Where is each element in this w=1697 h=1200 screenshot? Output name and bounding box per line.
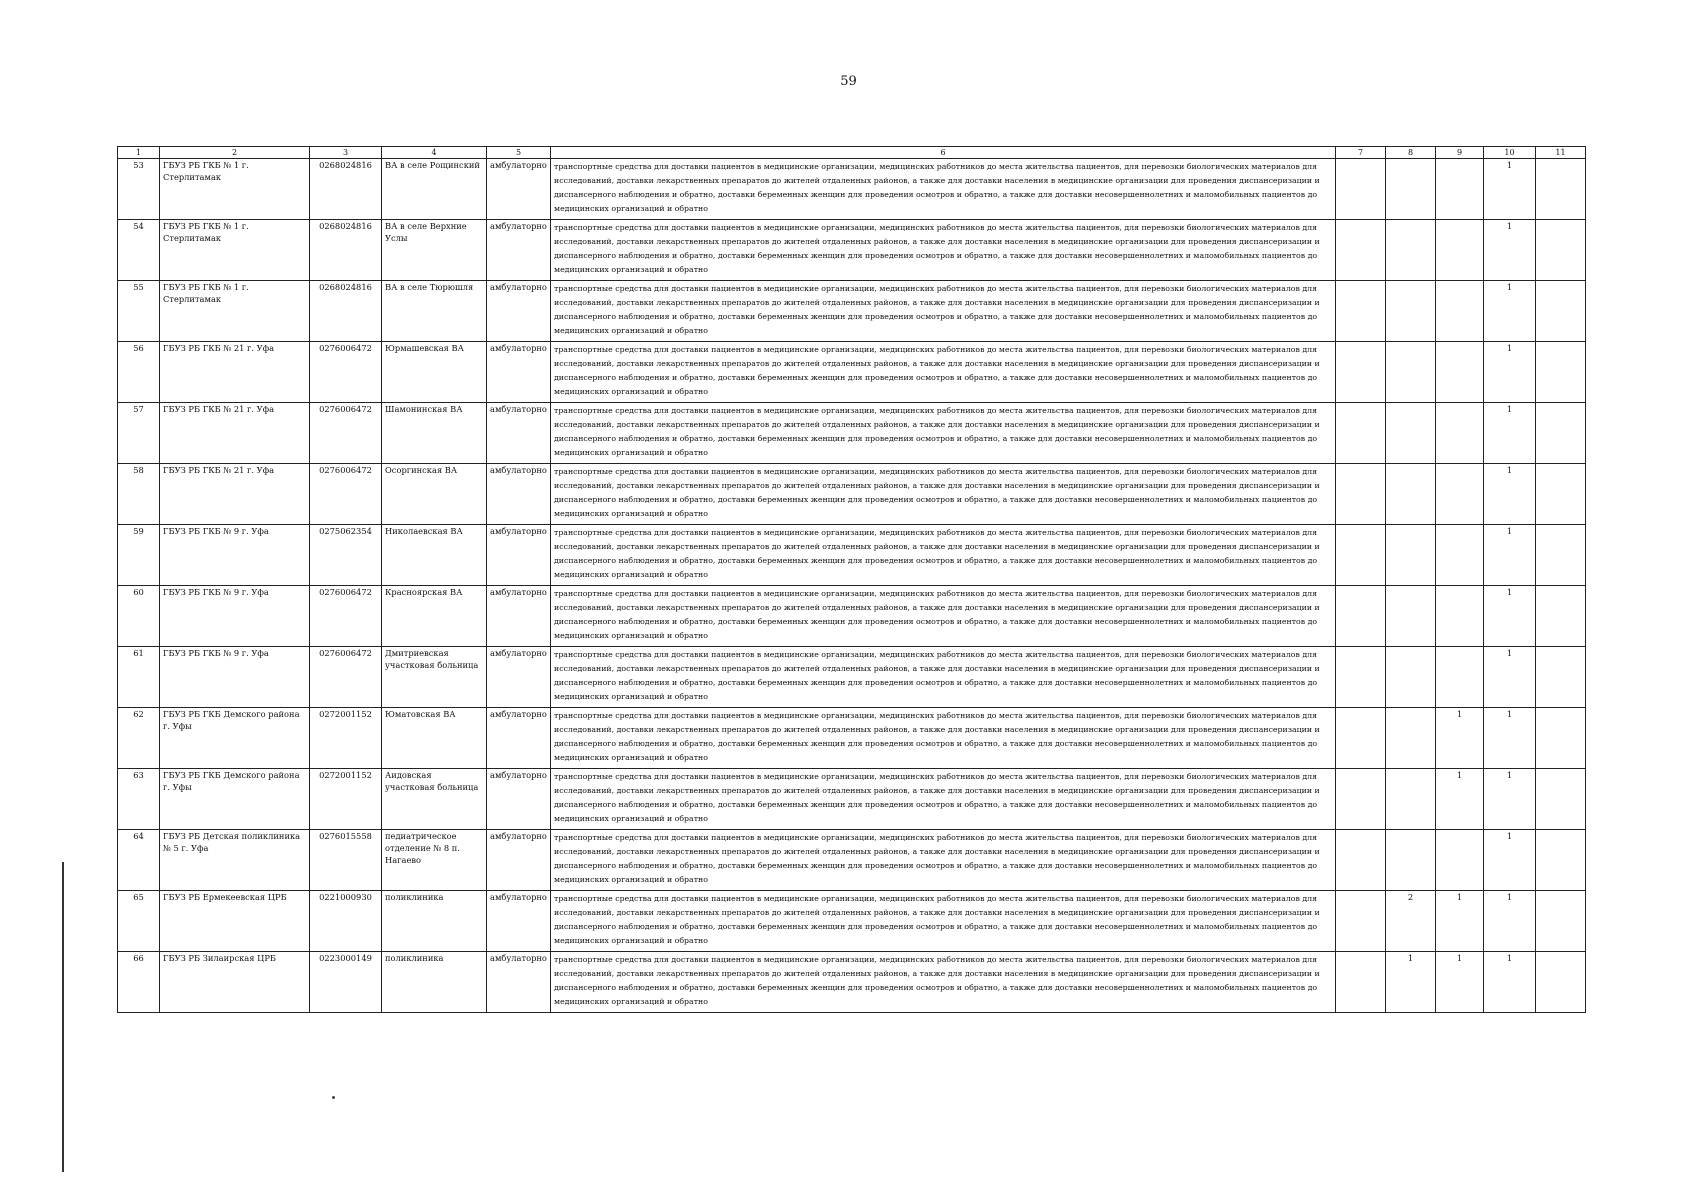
count-col-9 bbox=[1436, 403, 1484, 464]
col-header: 2 bbox=[160, 147, 310, 159]
table-row bbox=[118, 647, 1586, 708]
registry-table bbox=[117, 146, 1586, 1013]
transport-purpose: транспортные средства для доставки пациентов в медицинские организации, медицинских работников до места жительства пациентов, для перевозки биологических материалов для исследований, доставки лекарственных препаратов до жителей отдаленных районов, а также для доставки населения в медицинские организации для проведения диспансеризации и диспансерного наблюдения и обратно, доставки беременных женщин для проведения осмотров и обратно, а также для доставки несовершеннолетних и маломобильных пациентов до медицинских организаций и обратно bbox=[551, 342, 1336, 403]
subdivision-name: Аидовская участковая больница bbox=[382, 769, 487, 830]
care-type: амбулаторно bbox=[487, 525, 551, 586]
subdivision-name: Юрмашевская ВА bbox=[382, 342, 487, 403]
subdivision-name: ВА в селе Рощинский bbox=[382, 159, 487, 220]
count-col-11 bbox=[1536, 830, 1586, 891]
count-col-11 bbox=[1536, 464, 1586, 525]
count-col-7 bbox=[1336, 647, 1386, 708]
inn-code: 0276006472 bbox=[310, 464, 382, 525]
transport-purpose: транспортные средства для доставки пациентов в медицинские организации, медицинских работников до места жительства пациентов, для перевозки биологических материалов для исследований, доставки лекарственных препаратов до жителей отдаленных районов, а также для доставки населения в медицинские организации для проведения диспансеризации и диспансерного наблюдения и обратно, доставки беременных женщин для проведения осмотров и обратно, а также для доставки несовершеннолетних и маломобильных пациентов до медицинских организаций и обратно bbox=[551, 403, 1336, 464]
count-col-11 bbox=[1536, 525, 1586, 586]
col-header: 6 bbox=[551, 147, 1336, 159]
transport-purpose: транспортные средства для доставки пациентов в медицинские организации, медицинских работников до места жительства пациентов, для перевозки биологических материалов для исследований, доставки лекарственных препаратов до жителей отдаленных районов, а также для доставки населения в медицинские организации для проведения диспансеризации и диспансерного наблюдения и обратно, доставки беременных женщин для проведения осмотров и обратно, а также для доставки несовершеннолетних и маломобильных пациентов до медицинских организаций и обратно bbox=[551, 464, 1336, 525]
count-col-10: 1 bbox=[1484, 220, 1536, 281]
col-header: 10 bbox=[1484, 147, 1536, 159]
row-number: 59 bbox=[118, 525, 160, 586]
count-col-10: 1 bbox=[1484, 403, 1536, 464]
organization-name: ГБУЗ РБ Зилаирская ЦРБ bbox=[160, 952, 310, 1013]
subdivision-name: поликлиника bbox=[382, 952, 487, 1013]
table-row bbox=[118, 586, 1586, 647]
row-number: 58 bbox=[118, 464, 160, 525]
row-number: 60 bbox=[118, 586, 160, 647]
subdivision-name: Николаевская ВА bbox=[382, 525, 487, 586]
inn-code: 0223000149 bbox=[310, 952, 382, 1013]
count-col-9 bbox=[1436, 159, 1484, 220]
inn-code: 0275062354 bbox=[310, 525, 382, 586]
subdivision-name: Юматовская ВА bbox=[382, 708, 487, 769]
table-row bbox=[118, 220, 1586, 281]
inn-code: 0276006472 bbox=[310, 403, 382, 464]
care-type: амбулаторно bbox=[487, 403, 551, 464]
count-col-11 bbox=[1536, 769, 1586, 830]
care-type: амбулаторно bbox=[487, 769, 551, 830]
inn-code: 0272001152 bbox=[310, 769, 382, 830]
count-col-10: 1 bbox=[1484, 586, 1536, 647]
table-row bbox=[118, 708, 1586, 769]
count-col-11 bbox=[1536, 708, 1586, 769]
count-col-8: 2 bbox=[1386, 891, 1436, 952]
page-number: 59 bbox=[840, 74, 857, 89]
care-type: амбулаторно bbox=[487, 891, 551, 952]
count-col-7 bbox=[1336, 464, 1386, 525]
count-col-9: 1 bbox=[1436, 708, 1484, 769]
care-type: амбулаторно bbox=[487, 952, 551, 1013]
col-header: 4 bbox=[382, 147, 487, 159]
care-type: амбулаторно bbox=[487, 708, 551, 769]
transport-purpose: транспортные средства для доставки пациентов в медицинские организации, медицинских работников до места жительства пациентов, для перевозки биологических материалов для исследований, доставки лекарственных препаратов до жителей отдаленных районов, а также для доставки населения в медицинские организации для проведения диспансеризации и диспансерного наблюдения и обратно, доставки беременных женщин для проведения осмотров и обратно, а также для доставки несовершеннолетних и маломобильных пациентов до медицинских организаций и обратно bbox=[551, 830, 1336, 891]
inn-code: 0268024816 bbox=[310, 220, 382, 281]
transport-purpose: транспортные средства для доставки пациентов в медицинские организации, медицинских работников до места жительства пациентов, для перевозки биологических материалов для исследований, доставки лекарственных препаратов до жителей отдаленных районов, а также для доставки населения в медицинские организации для проведения диспансеризации и диспансерного наблюдения и обратно, доставки беременных женщин для проведения осмотров и обратно, а также для доставки несовершеннолетних и маломобильных пациентов до медицинских организаций и обратно bbox=[551, 952, 1336, 1013]
transport-purpose: транспортные средства для доставки пациентов в медицинские организации, медицинских работников до места жительства пациентов, для перевозки биологических материалов для исследований, доставки лекарственных препаратов до жителей отдаленных районов, а также для доставки населения в медицинские организации для проведения диспансеризации и диспансерного наблюдения и обратно, доставки беременных женщин для проведения осмотров и обратно, а также для доставки несовершеннолетних и маломобильных пациентов до медицинских организаций и обратно bbox=[551, 525, 1336, 586]
col-header: 7 bbox=[1336, 147, 1386, 159]
care-type: амбулаторно bbox=[487, 464, 551, 525]
count-col-7 bbox=[1336, 159, 1386, 220]
care-type: амбулаторно bbox=[487, 830, 551, 891]
organization-name: ГБУЗ РБ ГКБ № 9 г. Уфа bbox=[160, 525, 310, 586]
inn-code: 0276006472 bbox=[310, 342, 382, 403]
row-number: 63 bbox=[118, 769, 160, 830]
count-col-9 bbox=[1436, 220, 1484, 281]
count-col-9 bbox=[1436, 525, 1484, 586]
count-col-9 bbox=[1436, 830, 1484, 891]
count-col-9 bbox=[1436, 281, 1484, 342]
count-col-10: 1 bbox=[1484, 891, 1536, 952]
count-col-10: 1 bbox=[1484, 159, 1536, 220]
table-row bbox=[118, 830, 1586, 891]
organization-name: ГБУЗ РБ ГКБ № 9 г. Уфа bbox=[160, 586, 310, 647]
table-row bbox=[118, 281, 1586, 342]
inn-code: 0276006472 bbox=[310, 647, 382, 708]
table-row bbox=[118, 464, 1586, 525]
inn-code: 0276006472 bbox=[310, 586, 382, 647]
inn-code: 0272001152 bbox=[310, 708, 382, 769]
count-col-11 bbox=[1536, 403, 1586, 464]
count-col-10: 1 bbox=[1484, 525, 1536, 586]
subdivision-name: Шамонинская ВА bbox=[382, 403, 487, 464]
table-row bbox=[118, 159, 1586, 220]
organization-name: ГБУЗ РБ ГКБ № 21 г. Уфа bbox=[160, 464, 310, 525]
transport-purpose: транспортные средства для доставки пациентов в медицинские организации, медицинских работников до места жительства пациентов, для перевозки биологических материалов для исследований, доставки лекарственных препаратов до жителей отдаленных районов, а также для доставки населения в медицинские организации для проведения диспансеризации и диспансерного наблюдения и обратно, доставки беременных женщин для проведения осмотров и обратно, а также для доставки несовершеннолетних и маломобильных пациентов до медицинских организаций и обратно bbox=[551, 220, 1336, 281]
row-number: 57 bbox=[118, 403, 160, 464]
row-number: 65 bbox=[118, 891, 160, 952]
table-row bbox=[118, 769, 1586, 830]
count-col-7 bbox=[1336, 586, 1386, 647]
count-col-8 bbox=[1386, 525, 1436, 586]
organization-name: ГБУЗ РБ ГКБ № 1 г. Стерлитамак bbox=[160, 220, 310, 281]
count-col-8 bbox=[1386, 403, 1436, 464]
table-row bbox=[118, 891, 1586, 952]
table-row bbox=[118, 525, 1586, 586]
count-col-7 bbox=[1336, 830, 1386, 891]
col-header: 8 bbox=[1386, 147, 1436, 159]
count-col-8 bbox=[1386, 769, 1436, 830]
count-col-8 bbox=[1386, 220, 1436, 281]
count-col-8 bbox=[1386, 586, 1436, 647]
count-col-9: 1 bbox=[1436, 952, 1484, 1013]
organization-name: ГБУЗ РБ ГКБ № 21 г. Уфа bbox=[160, 342, 310, 403]
organization-name: ГБУЗ РБ Детская поликлиника № 5 г. Уфа bbox=[160, 830, 310, 891]
count-col-7 bbox=[1336, 281, 1386, 342]
count-col-7 bbox=[1336, 769, 1386, 830]
count-col-10: 1 bbox=[1484, 952, 1536, 1013]
count-col-7 bbox=[1336, 403, 1386, 464]
count-col-10: 1 bbox=[1484, 464, 1536, 525]
count-col-10: 1 bbox=[1484, 281, 1536, 342]
count-col-9 bbox=[1436, 647, 1484, 708]
transport-purpose: транспортные средства для доставки пациентов в медицинские организации, медицинских работников до места жительства пациентов, для перевозки биологических материалов для исследований, доставки лекарственных препаратов до жителей отдаленных районов, а также для доставки населения в медицинские организации для проведения диспансеризации и диспансерного наблюдения и обратно, доставки беременных женщин для проведения осмотров и обратно, а также для доставки несовершеннолетних и маломобильных пациентов до медицинских организаций и обратно bbox=[551, 769, 1336, 830]
care-type: амбулаторно bbox=[487, 342, 551, 403]
row-number: 66 bbox=[118, 952, 160, 1013]
transport-purpose: транспортные средства для доставки пациентов в медицинские организации, медицинских работников до места жительства пациентов, для перевозки биологических материалов для исследований, доставки лекарственных препаратов до жителей отдаленных районов, а также для доставки населения в медицинские организации для проведения диспансеризации и диспансерного наблюдения и обратно, доставки беременных женщин для проведения осмотров и обратно, а также для доставки несовершеннолетних и маломобильных пациентов до медицинских организаций и обратно bbox=[551, 281, 1336, 342]
subdivision-name: ВА в селе Тюрюшля bbox=[382, 281, 487, 342]
col-header: 9 bbox=[1436, 147, 1484, 159]
count-col-8 bbox=[1386, 830, 1436, 891]
count-col-9 bbox=[1436, 586, 1484, 647]
organization-name: ГБУЗ РБ Ермекеевская ЦРБ bbox=[160, 891, 310, 952]
count-col-11 bbox=[1536, 586, 1586, 647]
transport-purpose: транспортные средства для доставки пациентов в медицинские организации, медицинских работников до места жительства пациентов, для перевозки биологических материалов для исследований, доставки лекарственных препаратов до жителей отдаленных районов, а также для доставки населения в медицинские организации для проведения диспансеризации и диспансерного наблюдения и обратно, доставки беременных женщин для проведения осмотров и обратно, а также для доставки несовершеннолетних и маломобильных пациентов до медицинских организаций и обратно bbox=[551, 159, 1336, 220]
count-col-11 bbox=[1536, 220, 1586, 281]
inn-code: 0276015558 bbox=[310, 830, 382, 891]
subdivision-name: Осоргинская ВА bbox=[382, 464, 487, 525]
header-row bbox=[118, 147, 1586, 159]
count-col-7 bbox=[1336, 525, 1386, 586]
row-number: 61 bbox=[118, 647, 160, 708]
transport-purpose: транспортные средства для доставки пациентов в медицинские организации, медицинских работников до места жительства пациентов, для перевозки биологических материалов для исследований, доставки лекарственных препаратов до жителей отдаленных районов, а также для доставки населения в медицинские организации для проведения диспансеризации и диспансерного наблюдения и обратно, доставки беременных женщин для проведения осмотров и обратно, а также для доставки несовершеннолетних и маломобильных пациентов до медицинских организаций и обратно bbox=[551, 708, 1336, 769]
care-type: амбулаторно bbox=[487, 586, 551, 647]
count-col-8: 1 bbox=[1386, 952, 1436, 1013]
count-col-8 bbox=[1386, 708, 1436, 769]
organization-name: ГБУЗ РБ ГКБ № 1 г. Стерлитамак bbox=[160, 281, 310, 342]
count-col-8 bbox=[1386, 281, 1436, 342]
row-number: 56 bbox=[118, 342, 160, 403]
subdivision-name: Дмитриевская участковая больница bbox=[382, 647, 487, 708]
count-col-8 bbox=[1386, 464, 1436, 525]
count-col-9 bbox=[1436, 464, 1484, 525]
transport-purpose: транспортные средства для доставки пациентов в медицинские организации, медицинских работников до места жительства пациентов, для перевозки биологических материалов для исследований, доставки лекарственных препаратов до жителей отдаленных районов, а также для доставки населения в медицинские организации для проведения диспансеризации и диспансерного наблюдения и обратно, доставки беременных женщин для проведения осмотров и обратно, а также для доставки несовершеннолетних и маломобильных пациентов до медицинских организаций и обратно bbox=[551, 647, 1336, 708]
count-col-9: 1 bbox=[1436, 891, 1484, 952]
count-col-10: 1 bbox=[1484, 647, 1536, 708]
count-col-11 bbox=[1536, 647, 1586, 708]
row-number: 54 bbox=[118, 220, 160, 281]
care-type: амбулаторно bbox=[487, 281, 551, 342]
subdivision-name: ВА в селе Верхние Услы bbox=[382, 220, 487, 281]
row-number: 53 bbox=[118, 159, 160, 220]
organization-name: ГБУЗ РБ ГКБ № 21 г. Уфа bbox=[160, 403, 310, 464]
organization-name: ГБУЗ РБ ГКБ № 9 г. Уфа bbox=[160, 647, 310, 708]
care-type: амбулаторно bbox=[487, 647, 551, 708]
table-row bbox=[118, 342, 1586, 403]
transport-purpose: транспортные средства для доставки пациентов в медицинские организации, медицинских работников до места жительства пациентов, для перевозки биологических материалов для исследований, доставки лекарственных препаратов до жителей отдаленных районов, а также для доставки населения в медицинские организации для проведения диспансеризации и диспансерного наблюдения и обратно, доставки беременных женщин для проведения осмотров и обратно, а также для доставки несовершеннолетних и маломобильных пациентов до медицинских организаций и обратно bbox=[551, 586, 1336, 647]
count-col-10: 1 bbox=[1484, 342, 1536, 403]
count-col-7 bbox=[1336, 952, 1386, 1013]
count-col-7 bbox=[1336, 708, 1386, 769]
count-col-8 bbox=[1386, 159, 1436, 220]
col-header: 3 bbox=[310, 147, 382, 159]
organization-name: ГБУЗ РБ ГКБ Демского района г. Уфы bbox=[160, 769, 310, 830]
col-header: 11 bbox=[1536, 147, 1586, 159]
count-col-7 bbox=[1336, 891, 1386, 952]
count-col-8 bbox=[1386, 647, 1436, 708]
transport-purpose: транспортные средства для доставки пациентов в медицинские организации, медицинских работников до места жительства пациентов, для перевозки биологических материалов для исследований, доставки лекарственных препаратов до жителей отдаленных районов, а также для доставки населения в медицинские организации для проведения диспансеризации и диспансерного наблюдения и обратно, доставки беременных женщин для проведения осмотров и обратно, а также для доставки несовершеннолетних и маломобильных пациентов до медицинских организаций и обратно bbox=[551, 891, 1336, 952]
organization-name: ГБУЗ РБ ГКБ № 1 г. Стерлитамак bbox=[160, 159, 310, 220]
col-header: 5 bbox=[487, 147, 551, 159]
count-col-9 bbox=[1436, 342, 1484, 403]
table-row bbox=[118, 952, 1586, 1013]
table-body bbox=[118, 159, 1586, 1013]
scan-speck bbox=[332, 1096, 335, 1099]
count-col-7 bbox=[1336, 220, 1386, 281]
table-row bbox=[118, 403, 1586, 464]
organization-name: ГБУЗ РБ ГКБ Демского района г. Уфы bbox=[160, 708, 310, 769]
count-col-11 bbox=[1536, 281, 1586, 342]
row-number: 64 bbox=[118, 830, 160, 891]
subdivision-name: поликлиника bbox=[382, 891, 487, 952]
count-col-7 bbox=[1336, 342, 1386, 403]
row-number: 62 bbox=[118, 708, 160, 769]
row-number: 55 bbox=[118, 281, 160, 342]
count-col-11 bbox=[1536, 159, 1586, 220]
count-col-10: 1 bbox=[1484, 830, 1536, 891]
count-col-8 bbox=[1386, 342, 1436, 403]
count-col-11 bbox=[1536, 342, 1586, 403]
scan-margin-line bbox=[62, 862, 64, 1172]
subdivision-name: Красноярская ВА bbox=[382, 586, 487, 647]
subdivision-name: педиатрическое отделение № 8 п. Нагаево bbox=[382, 830, 487, 891]
inn-code: 0268024816 bbox=[310, 159, 382, 220]
count-col-11 bbox=[1536, 952, 1586, 1013]
count-col-9: 1 bbox=[1436, 769, 1484, 830]
inn-code: 0221000930 bbox=[310, 891, 382, 952]
count-col-10: 1 bbox=[1484, 769, 1536, 830]
inn-code: 0268024816 bbox=[310, 281, 382, 342]
count-col-10: 1 bbox=[1484, 708, 1536, 769]
care-type: амбулаторно bbox=[487, 220, 551, 281]
col-header: 1 bbox=[118, 147, 160, 159]
care-type: амбулаторно bbox=[487, 159, 551, 220]
count-col-11 bbox=[1536, 891, 1586, 952]
